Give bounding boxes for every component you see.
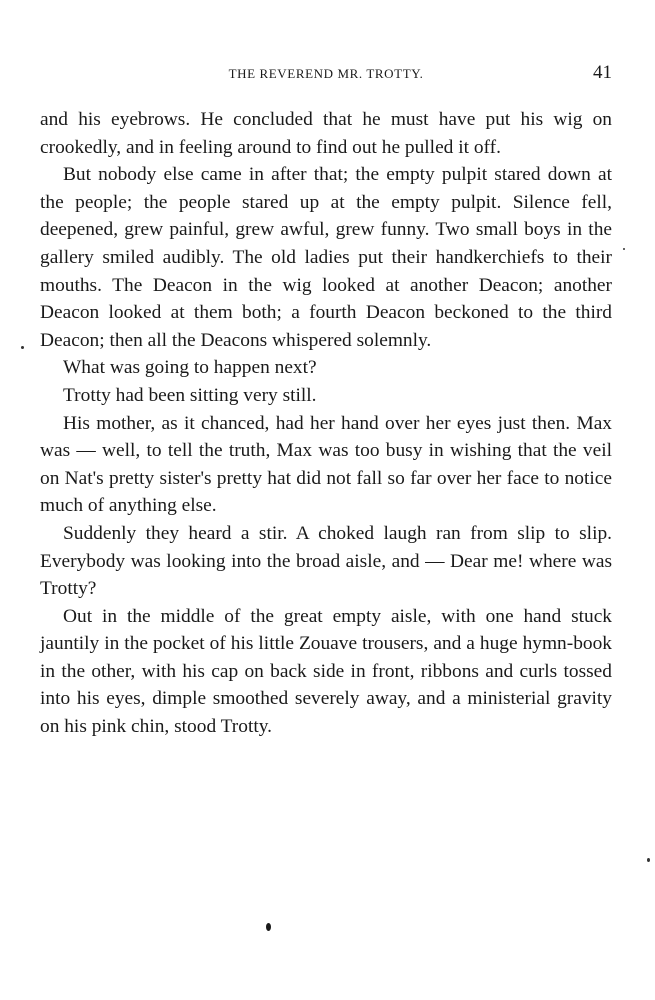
margin-speck — [647, 858, 650, 862]
body-text — [40, 106, 612, 741]
paragraph: Trotty had been sitting very still. — [63, 384, 317, 406]
paragraph: His mother, as it chanced, had her hand over her eyes just then. Max was — well, to tell the truth, Max was too busy in wishing that the veil on Nat's pretty sister's pretty hat did not fall so far over her face to notice much of anything else. — [40, 412, 612, 517]
paragraph: Out in the middle of the great empty aisle, with one hand stuck jauntily in the pocket of his little Zouave trousers, and a huge hymn-book in the other, with his cap on back side in front, ribbons and curls tossed into his eyes, dimple smoothed severely away, and a ministerial gravity on his pink chin, stood Trotty. — [40, 605, 612, 738]
page-number: 41 — [593, 62, 612, 83]
running-head — [40, 62, 612, 88]
paragraph: What was going to happen next? — [63, 357, 317, 379]
paragraph: Suddenly they heard a stir. A choked laugh ran from slip to slip. Everybody was looking into the broad aisle, and — Dear me! where was Trotty? — [40, 522, 612, 600]
footer-ornament — [266, 923, 271, 931]
margin-speck — [623, 248, 625, 250]
margin-speck — [21, 346, 24, 349]
paragraph: But nobody else came in after that; the empty pulpit stared down at the people; the people stared up at the empty pulpit. Silence fell, deepened, grew painful, grew awful, grew funny. Two small boys in the gallery smiled audibly. The old ladies put their handkerchiefs to their mouths. The Deacon in the wig looked at another Deacon; another Deacon looked at them both; a fourth Deacon beckoned to the third Deacon; then all the Deacons whispered solemnly. — [40, 164, 612, 351]
paragraph: and his eyebrows. He concluded that he must have put his wig on crookedly, and in feeling around to find out he pulled it off. — [40, 109, 612, 158]
running-title: THE REVEREND MR. TROTTY. — [228, 66, 424, 81]
